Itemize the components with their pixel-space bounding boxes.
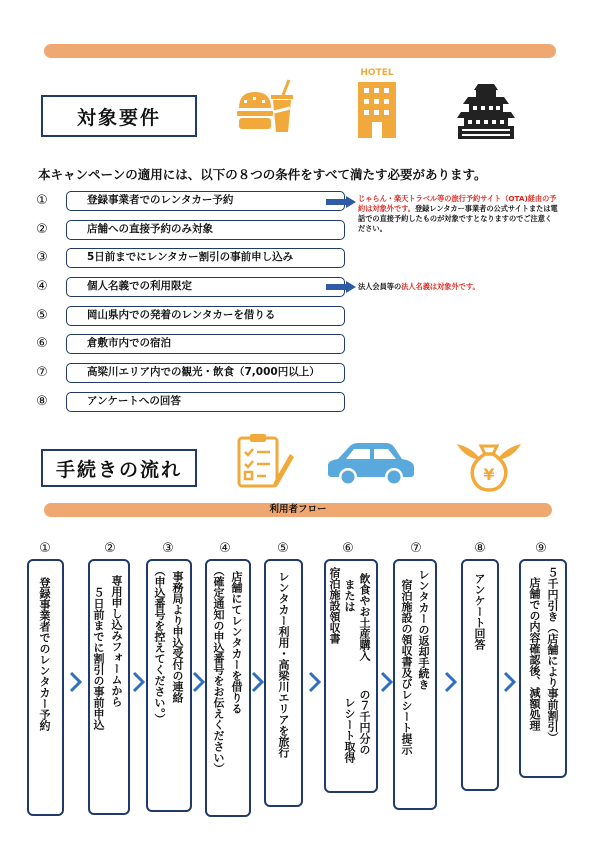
corp-note-prefix: 法人会員等の: [358, 282, 402, 291]
ota-note: [358, 194, 558, 234]
step-6-number: ⑥: [342, 541, 354, 556]
chevron-right-icon: [192, 671, 206, 693]
condition-2-number: ②: [36, 222, 48, 237]
chevron-right-icon: [308, 671, 322, 693]
step-2-text-1: 専用申し込みフォームから: [110, 575, 123, 707]
step-6-text-1: 飲食やお土産購入: [358, 573, 371, 661]
step-8-box: [461, 559, 499, 791]
hotel-label: HOTEL: [360, 68, 394, 78]
condition-3-number: ③: [36, 250, 48, 265]
checklist-icon: [236, 432, 294, 490]
step-3-text-1: 事務局より申込受付の連絡: [171, 571, 184, 703]
step-8-number: ⑧: [474, 541, 486, 556]
castle-icon: [456, 76, 516, 140]
chevron-right-icon: [444, 671, 458, 693]
condition-6-number: ⑥: [36, 336, 48, 351]
chevron-right-icon: [251, 671, 265, 693]
requirements-title: [41, 95, 197, 137]
step-3-text-2: （申込番号を控えてください。）: [153, 565, 166, 725]
step-8-text: アンケート回答: [473, 573, 486, 650]
condition-1-number: ①: [36, 193, 48, 208]
step-5-text: レンタカー利用・高梁川エリアを旅行: [277, 571, 290, 758]
condition-2: 店舗への直接予約のみ対象: [66, 220, 345, 240]
chevron-right-icon: [380, 671, 394, 693]
step-7-box: [393, 559, 437, 810]
step-6-text-2: または: [343, 579, 356, 612]
condition-4-number: ④: [36, 279, 48, 294]
step-5-box: [264, 559, 303, 807]
intro-text: 本キャンペーンの適用には、以下の８つの条件をすべて満たす必要があります。: [38, 167, 487, 182]
flow-title: [41, 449, 197, 487]
condition-8-number: ⑧: [36, 394, 48, 409]
chevron-right-icon: [503, 671, 517, 693]
note-arrow-corp: [326, 281, 356, 293]
condition-8: アンケートへの回答: [66, 392, 345, 412]
step-2-number: ②: [104, 541, 116, 556]
condition-4: 個人名義での利用限定: [66, 277, 345, 297]
condition-1: 登録事業者でのレンタカー予約: [66, 191, 345, 211]
food-drink-icon: [236, 78, 294, 136]
step-1-box: [27, 559, 64, 816]
condition-7-number: ⑦: [36, 365, 48, 380]
ota-note-warning: じゃらん・楽天トラベル等の旅行予約サイト（OTA)経由の予約は対象外です。: [358, 194, 557, 213]
car-icon: [322, 440, 418, 490]
step-6-text-4: の７千円分の: [358, 689, 371, 755]
step-2-box: [88, 559, 130, 815]
condition-5: 岡山県内での発着のレンタカーを借りる: [66, 306, 345, 326]
requirements-title-text: 対象要件: [76, 106, 161, 129]
step-7-number: ⑦: [410, 541, 422, 556]
step-7-text-1: レンタカーの返却手続き: [417, 569, 430, 690]
step-4-text-1: 店舗にてレンタカーを借りる: [230, 571, 243, 714]
condition-6: 倉敷市内での宿泊: [66, 334, 345, 354]
step-6-text-3: 宿泊施設領収書: [328, 567, 341, 644]
condition-3: 5日前までにレンタカー割引の事前申し込み: [66, 248, 345, 268]
step-6-text-5: レシート取得: [343, 697, 356, 763]
condition-5-number: ⑤: [36, 308, 48, 323]
money-bag-icon: [455, 436, 523, 492]
step-5-number: ⑤: [277, 541, 289, 556]
step-1-number: ①: [39, 541, 51, 556]
step-9-text-2: 店舗での内容確認後、減額処理: [528, 577, 541, 731]
step-9-box: [519, 559, 567, 778]
top-accent-bar: [44, 44, 556, 58]
step-6-box: [324, 559, 378, 793]
svg-text:¥: ¥: [483, 465, 495, 484]
flow-title-text: 手続きの流れ: [55, 458, 182, 481]
corp-note: [358, 282, 558, 292]
chevron-right-icon: [132, 671, 146, 693]
condition-7: 高梁川エリア内での観光・飲食（7,000円以上）: [66, 363, 345, 383]
step-4-box: [205, 559, 251, 817]
corp-note-warning: 法人名義は対象外です。: [401, 282, 480, 291]
ota-note-detail: 登録レンタカー事業者の公式サイトまたは電話での直接予約したものが対象ですとなりますのでご注意ください。: [358, 204, 558, 233]
user-flow-bar: 利用者フロー: [44, 503, 552, 517]
note-arrow-ota: [326, 196, 356, 208]
step-9-text-1: ５千円引き（店舗により事前割引）: [546, 567, 559, 743]
step-7-text-2: 宿泊施設の領収書及びレシート提示: [400, 579, 413, 755]
step-4-number: ④: [219, 541, 231, 556]
step-9-number: ⑨: [535, 541, 547, 556]
hotel-icon: [352, 68, 402, 140]
step-1-text: 登録事業者でのレンタカー予約: [38, 577, 51, 731]
step-2-text-2: ５日前までに割引の事前申込: [92, 587, 105, 730]
chevron-right-icon: [69, 671, 83, 693]
step-3-box: [146, 559, 192, 812]
step-3-number: ③: [162, 541, 174, 556]
step-4-text-2: （確定通知の申込番号をお伝えください）: [212, 565, 225, 774]
